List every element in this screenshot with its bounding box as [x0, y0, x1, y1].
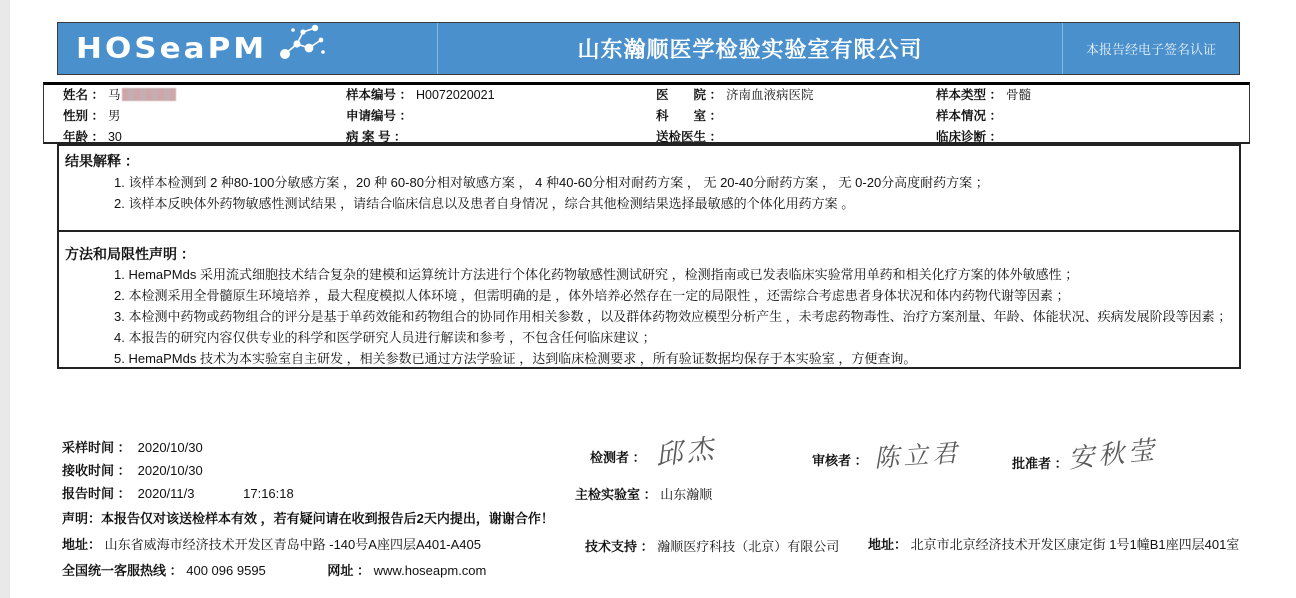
field-sample-condition: [936, 109, 1031, 123]
result-interpretation-section: [59, 146, 1239, 232]
company-title-area: [438, 23, 1062, 74]
result-item-1: 1. 该样本检测到 2 种80-100分敏感方案 ，20 种 60-80分相对敏感方案 ， 4 种40-60分相对耐药方案 ， 无 20-40分耐药方案 ， 无 0-20分高度耐药方案 ；: [114, 175, 989, 190]
patient-col-sample-ids: [346, 85, 495, 147]
approver-label: 批准者 ：: [1012, 456, 1068, 471]
beijing-address-label: 地址：: [868, 537, 908, 552]
patient-col-identity: [63, 85, 176, 147]
address-label: 地址：: [62, 537, 102, 552]
field-referring-doctor: [656, 130, 814, 144]
report-time-label: 报告时间 ：: [62, 486, 131, 501]
receiving-time-value: 2020/10/30: [137, 463, 203, 478]
tech-support-label: 技术支持 ：: [585, 539, 654, 554]
field-gender-label: 性别 ：: [63, 108, 104, 123]
address-row: [62, 537, 481, 552]
hotline-row: [62, 563, 486, 578]
result-interpretation-items: [114, 172, 989, 214]
result-interpretation-heading: 结果解释 ：: [65, 153, 139, 169]
field-gender-value: 男: [107, 108, 121, 123]
field-application-number-label: 申请编号 ：: [346, 108, 412, 123]
molecule-icon: [273, 20, 329, 66]
field-hospital-label: 医 院 ：: [656, 88, 722, 103]
approver-row: [1012, 456, 1068, 471]
address-value: 山东省威海市经济技术开发区青岛中路 -140号A座四层A401-A405: [104, 537, 481, 552]
sampling-time-row: [62, 440, 203, 455]
field-sample-number-label: 样本编号 ：: [346, 88, 412, 103]
field-sample-type-value: 骨髓: [1005, 88, 1031, 103]
reviewer-label: 审核者 ：: [812, 453, 868, 468]
field-gender: [63, 109, 176, 123]
report-time-clock: 17:16:18: [243, 486, 294, 501]
methods-item-2: 2. 本检测采用全骨髓原生环境培养 ，最大程度模拟人体环境 ，但需明确的是 ，体外培养必然存在一定的局限性 ，还需综合考虑患者身体状况和体内药物代谢等因素 ；: [114, 288, 1070, 303]
field-sample-number: [346, 88, 495, 102]
main-lab-value: 山东瀚顺: [660, 487, 713, 502]
content-box: [57, 144, 1241, 369]
main-lab-label: 主检实验室 ：: [575, 487, 657, 502]
methods-item-4: 4. 本报告的研究内容仅供专业的科学和医学研究人员进行解读和参考 ，不包含任何临床建议 ；: [114, 330, 656, 345]
field-department: [656, 109, 814, 123]
field-sample-number-value: H0072020021: [415, 88, 495, 103]
receiving-time-label: 接收时间 ：: [62, 463, 131, 478]
reviewer-signature: 陈立君: [873, 437, 963, 473]
field-clinical-diagnosis-label: 临床诊断 ：: [936, 129, 1002, 144]
field-age-value: 30: [107, 129, 122, 144]
redacted-name-block: [122, 88, 176, 101]
main-lab-row: [575, 487, 712, 502]
field-name: [63, 88, 176, 102]
methods-statement-section: [59, 232, 1239, 367]
validity-statement: 声明：本报告仅对该送检样本有效 ，若有疑问请在收到报告后2天内提出，谢谢合作！: [62, 511, 554, 526]
hoseapm-logo: HOSeaPM: [76, 31, 268, 66]
e-signature-note: 本报告经电子签名认证: [1085, 42, 1216, 57]
field-referring-doctor-label: 送检医生 ：: [656, 129, 722, 144]
field-clinical-diagnosis: [936, 130, 1031, 144]
methods-item-1: 1. HemaPMds 采用流式细胞技术结合复杂的建模和运算统计方法进行个体化药物敏感性测试研究 ，检测指南或已发表临床实验常用单药和相关化疗方案的体外敏感性 ；: [114, 267, 1079, 282]
tester-label: 检测者 ：: [590, 450, 646, 465]
field-age: [63, 130, 176, 144]
patient-col-sample-info: [936, 85, 1031, 147]
field-name-value: 马: [107, 88, 121, 103]
signature-note-area: [1062, 23, 1239, 74]
result-item-2: 2. 该样本反映体外药物敏感性测试结果 ，请结合临床信息以及患者自身情况 ，综合其他检测结果选择最敏感的个体化用药方案 。: [114, 196, 855, 211]
field-hospital-value: 济南血液病医院: [725, 88, 814, 103]
tech-support-row: [585, 539, 839, 554]
website-label: 网址 ：: [327, 563, 371, 578]
company-title: 山东瀚顺医学检验实验室有限公司: [577, 37, 923, 62]
field-age-label: 年龄 ：: [63, 129, 104, 144]
beijing-address-value: 北京市北京经济技术开发区康定街 1号1幢B1座四层401室: [910, 537, 1240, 552]
field-sample-condition-label: 样本情况 ：: [936, 108, 1002, 123]
patient-info-table: [43, 82, 1250, 144]
logo-area: [58, 23, 438, 74]
field-application-number: [346, 109, 495, 123]
field-sample-type-label: 样本类型 ：: [936, 88, 1002, 103]
methods-statement-items: [114, 264, 1231, 369]
beijing-address-row: [868, 537, 1239, 552]
tech-support-value: 瀚顺医疗科技（北京）有限公司: [657, 539, 840, 554]
methods-statement-heading: 方法和局限性声明 ：: [65, 246, 195, 262]
website-value: www.hoseapm.com: [373, 563, 487, 578]
field-sample-type: [936, 88, 1031, 102]
field-name-label: 姓名 ：: [63, 88, 104, 103]
tester-signature: 邱杰: [653, 433, 720, 472]
field-medical-record-number: [346, 130, 495, 144]
field-medical-record-number-label: 病 案 号 ：: [346, 129, 407, 144]
report-time-date: 2020/11/3: [137, 486, 195, 501]
sampling-time-label: 采样时间 ：: [62, 440, 131, 455]
approver-signature: 安秋莹: [1066, 435, 1160, 475]
report-time-row: [62, 486, 294, 501]
receiving-time-row: [62, 463, 203, 478]
tester-row: [590, 450, 646, 465]
methods-item-5: 5. HemaPMds 技术为本实验室自主研发 ，相关参数已通过方法学验证 ，达到临床检测要求 ，所有验证数据均保存于本实验室 ，方便查询。: [114, 351, 917, 366]
sampling-time-value: 2020/10/30: [137, 440, 203, 455]
field-department-label: 科 室 ：: [656, 108, 722, 123]
reviewer-row: [812, 453, 868, 468]
patient-col-hospital: [656, 85, 814, 147]
hotline-value: 400 096 9595: [186, 563, 266, 578]
methods-item-3: 3. 本检测中药物或药物组合的评分是基于单药效能和药物组合的协同作用相关参数 ，以及群体药物效应模型分析产生 ，未考虑药物毒性、治疗方案剂量、年龄、体能状况、疾病发展阶段等因素 ；: [114, 309, 1232, 324]
header-bar: [57, 22, 1240, 75]
field-hospital: [656, 88, 814, 102]
hotline-label: 全国统一客服热线 ：: [62, 563, 183, 578]
